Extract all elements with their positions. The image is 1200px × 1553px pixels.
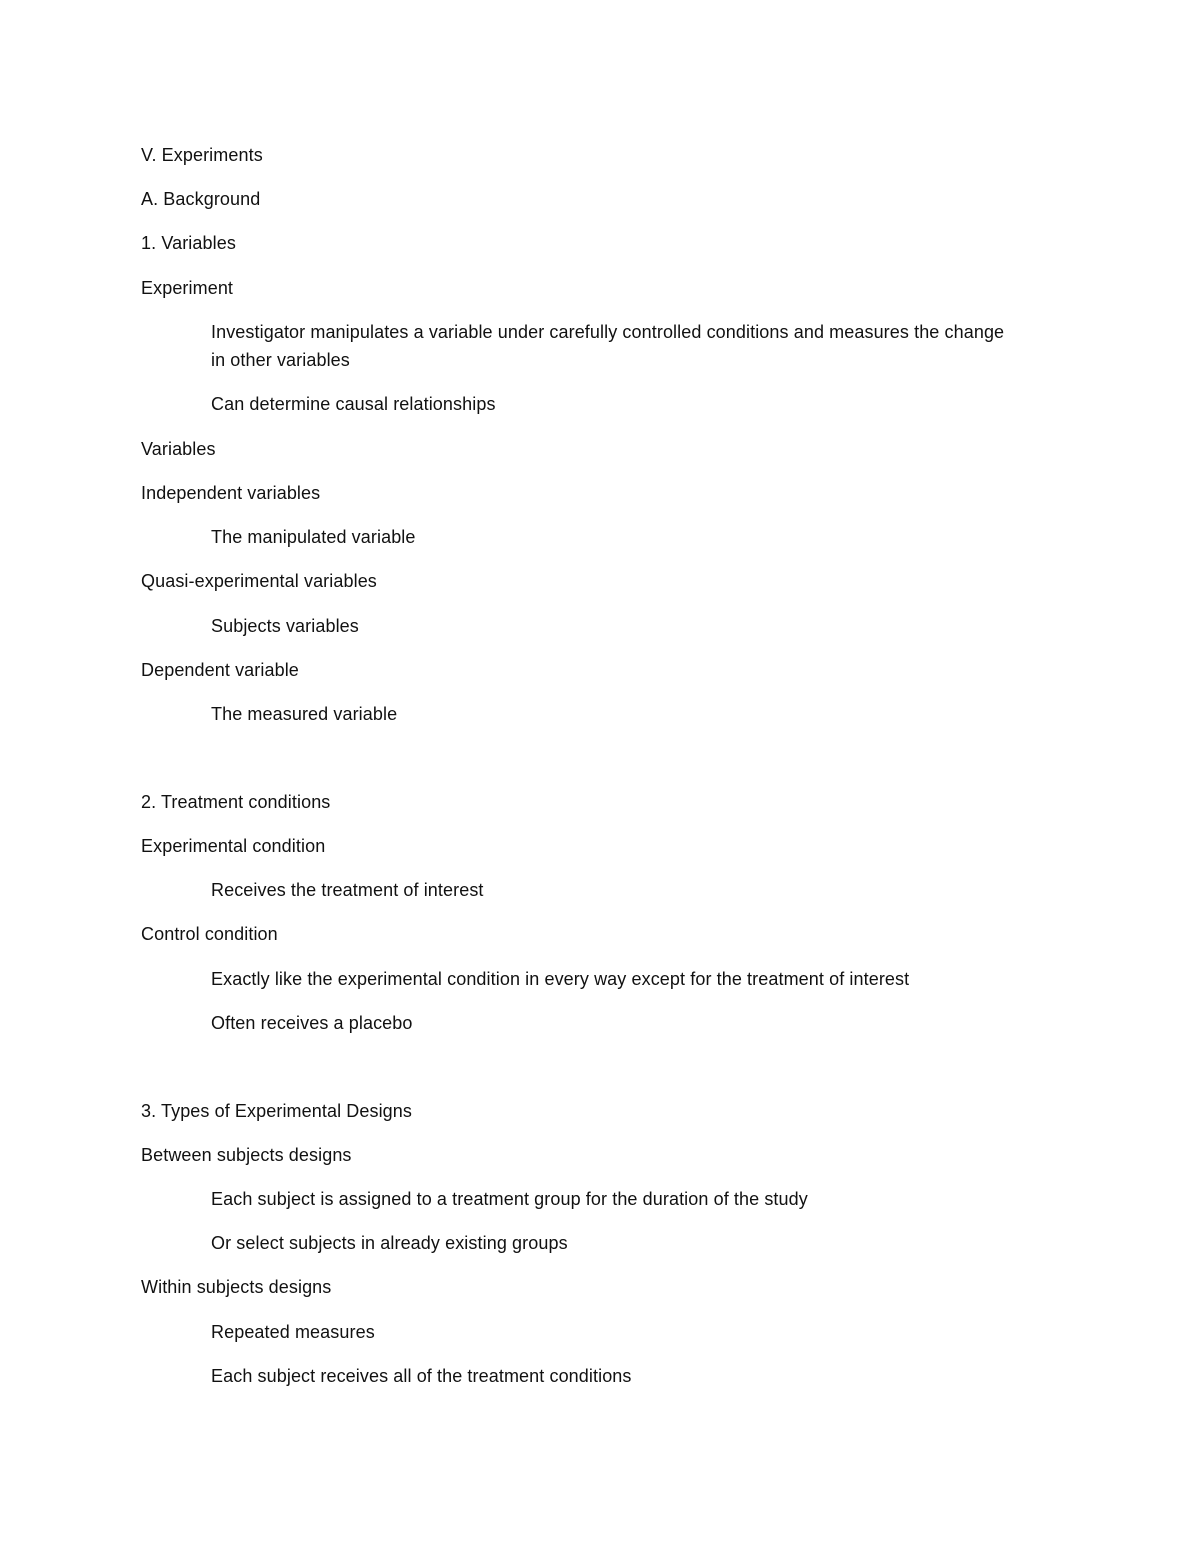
definition-dependent-variable: The measured variable — [211, 704, 398, 724]
term-experiment: Experiment — [141, 278, 234, 298]
definition-within-subjects-2: Each subject receives all of the treatment conditions — [211, 1366, 632, 1386]
term-control-condition: Control condition — [141, 924, 278, 944]
definition-experiment-2: Can determine causal relationships — [211, 394, 496, 414]
term-experimental-condition: Experimental condition — [141, 836, 326, 856]
definition-independent-variables: The manipulated variable — [211, 527, 416, 547]
term-dependent-variable: Dependent variable — [141, 660, 299, 680]
topic-heading-experimental-designs: 3. Types of Experimental Designs — [141, 1101, 413, 1121]
topic-heading-treatment-conditions: 2. Treatment conditions — [141, 792, 331, 812]
definition-between-subjects-2: Or select subjects in already existing groups — [211, 1233, 568, 1253]
term-quasi-experimental-variables: Quasi-experimental variables — [141, 571, 377, 591]
definition-experimental-condition: Receives the treatment of interest — [211, 880, 484, 900]
definition-between-subjects-1: Each subject is assigned to a treatment group for the duration of the study — [211, 1189, 808, 1209]
definition-experiment-1: Investigator manipulates a variable under carefully controlled conditions and measures the change in other variables — [211, 322, 1005, 370]
definition-within-subjects-1: Repeated measures — [211, 1322, 375, 1342]
definition-control-condition-1: Exactly like the experimental condition in every way except for the treatment of interest — [211, 969, 910, 989]
term-independent-variables: Independent variables — [141, 483, 321, 503]
term-within-subjects-designs: Within subjects designs — [141, 1277, 332, 1297]
definition-control-condition-2: Often receives a placebo — [211, 1013, 413, 1033]
topic-heading-variables: 1. Variables — [141, 233, 236, 253]
term-variables: Variables — [141, 439, 216, 459]
definition-quasi-experimental-variables: Subjects variables — [211, 616, 359, 636]
term-between-subjects-designs: Between subjects designs — [141, 1145, 352, 1165]
subsection-title: A. Background — [141, 189, 261, 209]
section-title: V. Experiments — [141, 145, 263, 165]
